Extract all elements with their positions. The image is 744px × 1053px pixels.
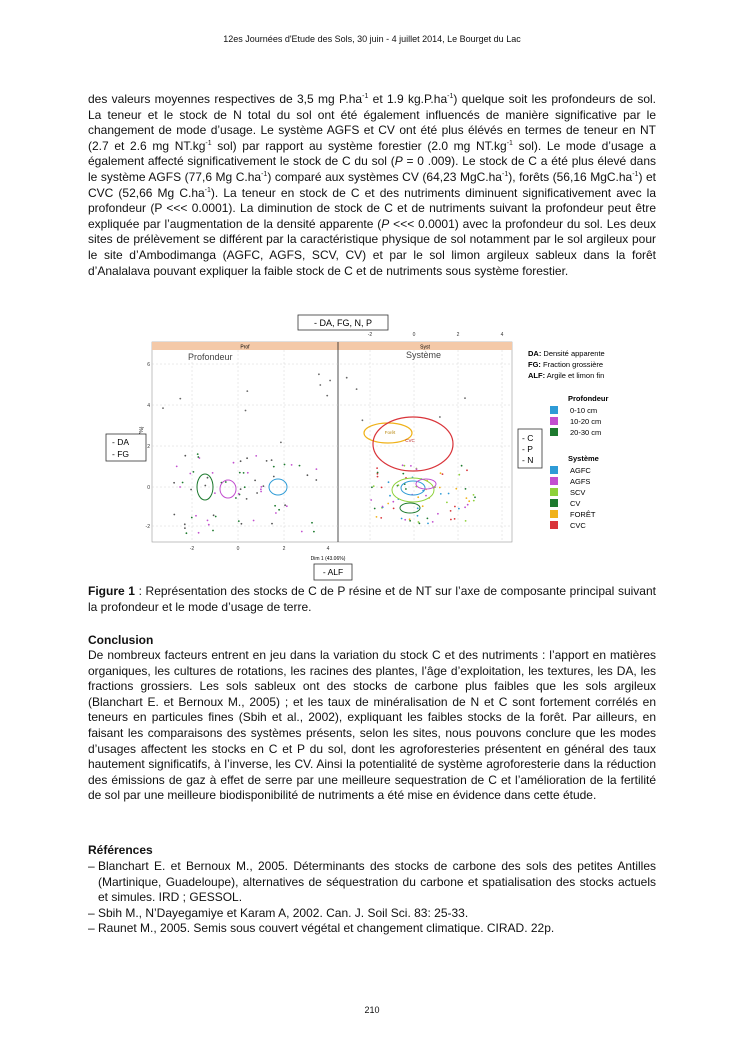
scatter-point bbox=[458, 508, 460, 510]
scatter-point bbox=[184, 523, 186, 525]
scatter-point bbox=[410, 465, 412, 467]
scatter-point bbox=[173, 482, 175, 484]
scatter-point bbox=[186, 532, 188, 534]
scatter-point bbox=[465, 488, 467, 490]
scatter-point bbox=[466, 469, 468, 471]
scatter-point bbox=[374, 508, 376, 510]
paragraph-segment: ) quelque soit les profondeurs de sol. La teneur et le stock de N total du sol ont été également influencés de manière significative par le changement de mode d’usage. Le système AGFS et CV ont été plus élévés en termes de teneur en NT (2.7 et 2.6 mg NT.kg bbox=[88, 92, 657, 153]
scatter-point bbox=[455, 488, 457, 490]
paragraph-segment: -1 bbox=[506, 139, 513, 147]
top-tick: 4 bbox=[500, 332, 504, 338]
scatter-point bbox=[416, 468, 418, 470]
scatter-point bbox=[162, 407, 164, 409]
scatter-point bbox=[173, 514, 175, 516]
scatter-point bbox=[246, 457, 248, 459]
scatter-point bbox=[392, 501, 394, 503]
scatter-point bbox=[387, 503, 389, 505]
scatter-point bbox=[244, 486, 246, 488]
scatter-point bbox=[370, 499, 372, 501]
caption-label: Figure 1 bbox=[88, 584, 135, 598]
paragraph-segment: -1 bbox=[501, 170, 509, 178]
legend-system bbox=[550, 466, 596, 530]
x-tick: 0 bbox=[236, 546, 240, 552]
scatter-point bbox=[215, 516, 217, 518]
scatter-point bbox=[245, 410, 247, 412]
scatter-point bbox=[260, 488, 262, 490]
scatter-point bbox=[195, 515, 197, 517]
label-foret: Forêt bbox=[384, 430, 396, 435]
top-tick: 2 bbox=[456, 332, 460, 338]
scatter-point bbox=[473, 494, 475, 496]
legend-label: CVC bbox=[570, 521, 586, 530]
right-annotation-n: - N bbox=[522, 455, 534, 465]
legend-label: CV bbox=[570, 499, 581, 508]
scatter-point bbox=[198, 532, 200, 534]
scatter-point bbox=[473, 500, 475, 502]
scatter-point bbox=[255, 455, 257, 457]
scatter-point bbox=[440, 472, 442, 474]
scatter-point bbox=[409, 518, 411, 520]
paragraph-segment: -1 bbox=[632, 170, 639, 178]
scatter-point bbox=[442, 473, 444, 475]
scatter-point bbox=[189, 473, 191, 475]
scatter-point bbox=[371, 486, 373, 488]
scatter-point bbox=[376, 516, 378, 518]
scatter-point bbox=[212, 530, 214, 532]
scatter-point bbox=[377, 472, 379, 474]
scatter-point bbox=[311, 522, 313, 524]
scatter-point bbox=[427, 523, 429, 525]
running-header: 12es Journées d'Etude des Sols, 30 juin - 4 juillet 2014, Le Bourget du Lac bbox=[223, 34, 521, 44]
conclusion-paragraph: De nombreux facteurs entrent en jeu dans la variation du stock C et des nutriments : l’apport en matières organiques, les cultures de rotations, les racines des plantes, l’âge d’exploitation, les textures, les DA, les fractions grossiers. Les sols sableux ont des stocks de carbone plus faibles que les sols argileux (Blanchart E. et Bernoux M., 2005) ; et les taux de minéralisation de N et C sont fortement corrélés en teneurs en particules fines (Sbih et al., 2002), expliquant les faibles stocks de la forêt. Par ailleurs, en faisant les comparaisons des systèmes présents, selon les sites, nous pouvons conclure que les modes d’usages affectent les stocks en C et P du sol, dont les agroforesteries présentent en général des taux hautement significatifs, à l’inverse, les CV. Ainsi la potentialité de système agroforesterie dans la réduction des émissions de gaz à effet de serre par une meilleure sequestration de C et l’amélioration de la fertilité de sol par une meilleure biodisponibilité de nutriments a été mise en évidence dans cette étude. bbox=[88, 648, 656, 803]
scatter-point bbox=[204, 485, 206, 487]
label-cvc: CVC bbox=[405, 438, 415, 443]
legend-depth bbox=[550, 406, 601, 437]
scatter-point bbox=[284, 464, 286, 466]
scatter-point bbox=[373, 485, 375, 487]
x-tick: -2 bbox=[189, 546, 195, 552]
scatter-point bbox=[212, 472, 214, 474]
scatter-point bbox=[179, 486, 181, 488]
paragraph-segment: -1 bbox=[205, 139, 212, 147]
legend-label: FORÊT bbox=[570, 510, 596, 519]
scatter-point bbox=[422, 505, 424, 507]
paragraph-segment: -1 bbox=[447, 93, 454, 100]
scatter-point bbox=[439, 487, 441, 489]
scatter-point bbox=[398, 484, 400, 486]
scatter-point bbox=[402, 464, 404, 466]
paragraph-segment: ), forêts (56,16 MgC.ha bbox=[508, 169, 633, 184]
paragraph-segment: sol) par rapport au système forestier (2.0 mg NT.kg bbox=[211, 138, 507, 153]
scatter-point bbox=[402, 473, 404, 475]
right-annotation-c: - C bbox=[522, 433, 534, 443]
scatter-point bbox=[474, 496, 476, 498]
scatter-point bbox=[362, 419, 364, 421]
strip-right-label: Syst bbox=[420, 344, 430, 351]
scatter-point bbox=[253, 520, 255, 522]
scatter-point bbox=[432, 521, 434, 523]
scatter-point bbox=[425, 495, 427, 497]
abbrev-fg: FG: Fraction grossière bbox=[528, 360, 604, 369]
legend-swatch bbox=[550, 428, 558, 436]
legend-swatch bbox=[550, 488, 558, 496]
scatter-point bbox=[356, 388, 358, 390]
scatter-point bbox=[190, 489, 192, 491]
figure-caption bbox=[88, 584, 656, 615]
scatter-point bbox=[207, 520, 209, 522]
legend-label: AGFC bbox=[570, 466, 591, 475]
legend-system-title: Système bbox=[568, 454, 599, 463]
legend-label: 20-30 cm bbox=[570, 428, 602, 437]
scatter-point bbox=[313, 531, 315, 533]
scatter-point bbox=[381, 487, 383, 489]
x-tick: 4 bbox=[326, 546, 330, 552]
scatter-point bbox=[240, 488, 242, 490]
scatter-point bbox=[241, 523, 243, 525]
scatter-point bbox=[437, 513, 439, 515]
scatter-point bbox=[454, 506, 456, 508]
left-annotation-fg: - FG bbox=[112, 449, 129, 459]
legend-swatch bbox=[550, 499, 558, 507]
references-list bbox=[88, 859, 656, 937]
scatter-point bbox=[214, 492, 216, 494]
scatter-point bbox=[417, 515, 419, 517]
top-annotation: - DA, FG, N, P bbox=[313, 318, 373, 328]
scatter-point bbox=[274, 505, 276, 507]
legend-label: AGFS bbox=[570, 477, 591, 486]
scatter-point bbox=[450, 510, 452, 512]
paragraph-segment: P bbox=[394, 154, 403, 169]
scatter-point bbox=[213, 514, 215, 516]
scatter-point bbox=[184, 527, 186, 529]
top-tick: -2 bbox=[367, 332, 373, 338]
scatter-point bbox=[405, 488, 407, 490]
scatter-point bbox=[389, 495, 391, 497]
scatter-point bbox=[401, 518, 403, 520]
scatter-point bbox=[284, 504, 286, 506]
scatter-point bbox=[329, 380, 331, 382]
scatter-point bbox=[240, 460, 242, 462]
scatter-point bbox=[466, 497, 468, 499]
scatter-point bbox=[235, 497, 237, 499]
scatter-point bbox=[238, 520, 240, 522]
y-tick: -2 bbox=[145, 524, 150, 530]
paragraph-segment: -1 bbox=[362, 93, 369, 100]
scatter-point bbox=[464, 506, 466, 508]
scatter-point bbox=[448, 493, 450, 495]
scatter-point bbox=[271, 523, 273, 525]
paragraph-segment: et 1.9 kg.P.ha bbox=[368, 92, 448, 106]
legend-label: 10-20 cm bbox=[570, 417, 602, 426]
legend-swatch bbox=[550, 466, 558, 474]
scatter-point bbox=[301, 531, 303, 533]
scatter-point bbox=[461, 465, 463, 467]
paragraph-segment: = 0 .009). Le stock de C a été plus élevé dans le système AGFS (77,6 Mg C.ha bbox=[88, 154, 656, 184]
scatter-point bbox=[273, 466, 275, 468]
scatter-point bbox=[376, 467, 378, 469]
x-tick: 2 bbox=[282, 546, 286, 552]
body-paragraph-1 bbox=[88, 92, 656, 279]
scatter-point bbox=[271, 459, 273, 461]
x-axis-label: Dim 1 (43.06%) bbox=[310, 556, 346, 562]
paragraph-segment: -1 bbox=[204, 186, 211, 194]
references-heading: Références bbox=[88, 843, 153, 857]
scatter-point bbox=[467, 504, 469, 506]
paragraph-segment: -1 bbox=[261, 170, 268, 178]
scatter-point bbox=[468, 500, 470, 502]
scatter-point bbox=[440, 493, 442, 495]
paragraph-segment: ) comparé aux systèmes CV (64,23 MgC.ha bbox=[267, 169, 502, 184]
scatter-point bbox=[233, 462, 235, 464]
scatter-point bbox=[446, 502, 448, 504]
scatter-point bbox=[404, 465, 406, 467]
bottom-annotation: - ALF bbox=[322, 567, 344, 577]
legend-label: SCV bbox=[570, 488, 586, 497]
reference-item: – Raunet M., 2005. Semis sous couvert végétal et changement climatique. CIRAD. 22p. bbox=[88, 921, 656, 937]
scatter-point bbox=[184, 455, 186, 457]
scatter-point bbox=[179, 398, 181, 400]
scatter-point bbox=[427, 518, 429, 520]
scatter-point bbox=[417, 507, 419, 509]
scatter-point bbox=[256, 492, 258, 494]
caption-text: : Représentation des stocks de C de P résine et de NT sur l’axe de composante principal suivant la profondeur et le mode d’usage de terre. bbox=[88, 584, 656, 614]
legend-swatch bbox=[550, 521, 558, 529]
scatter-point bbox=[182, 482, 184, 484]
scatter-point bbox=[299, 465, 301, 467]
reference-item: – Sbih M., N’Dayegamiye et Karam A, 2002. Can. J. Soil Sci. 83: 25-33. bbox=[88, 906, 656, 922]
scatter-point bbox=[261, 486, 263, 488]
scatter-point bbox=[254, 480, 256, 482]
legend-depth-title: Profondeur bbox=[568, 394, 609, 403]
paragraph-segment: ). La teneur en stock de C et des nutriments diminuent significativement avec la profondeur (P <<< 0.0001). La diminution de stock de C et de nutriments suivant la profondeur peut être expliquée par l’augmentation de la densité apparente ( bbox=[88, 185, 656, 231]
y-tick: 4 bbox=[147, 403, 150, 409]
scatter-point bbox=[380, 517, 382, 519]
scatter-point bbox=[266, 460, 268, 462]
scatter-point bbox=[315, 479, 317, 481]
legend-label: 0-10 cm bbox=[570, 406, 598, 415]
scatter-point bbox=[286, 505, 288, 507]
scatter-point bbox=[263, 485, 265, 487]
scatter-point bbox=[278, 509, 280, 511]
panel-right-title: Système bbox=[406, 350, 442, 360]
scatter-point bbox=[393, 508, 395, 510]
legend-swatch bbox=[550, 406, 558, 414]
scatter-point bbox=[193, 471, 195, 473]
scatter-point bbox=[176, 466, 178, 468]
y-tick: 0 bbox=[147, 485, 150, 491]
scatter-point bbox=[238, 493, 240, 495]
right-annotation-p: - P bbox=[522, 444, 533, 454]
strip-left-label: Prof bbox=[240, 344, 250, 351]
panel-left-title: Profondeur bbox=[188, 352, 233, 362]
scatter-point bbox=[243, 472, 245, 474]
scatter-point bbox=[260, 491, 262, 493]
scatter-point bbox=[246, 498, 248, 500]
scatter-point bbox=[208, 524, 210, 526]
scatter-point bbox=[439, 416, 441, 418]
scatter-point bbox=[458, 474, 460, 476]
conclusion-heading: Conclusion bbox=[88, 633, 154, 647]
y-tick: 6 bbox=[147, 362, 150, 368]
scatter-point bbox=[207, 477, 209, 479]
paragraph-segment: sol). Le mode d’usage a également affecté significativement le stock de C du sol ( bbox=[88, 138, 656, 169]
scatter-point bbox=[465, 520, 467, 522]
scatter-point bbox=[247, 472, 249, 474]
left-annotation-da: - DA bbox=[112, 437, 129, 447]
abbrev-alf: ALF: Argile et limon fin bbox=[528, 371, 605, 380]
scatter-point bbox=[450, 519, 452, 521]
scatter-point bbox=[318, 373, 320, 375]
scatter-point bbox=[417, 496, 419, 498]
scatter-point bbox=[197, 453, 199, 455]
scatter-point bbox=[377, 476, 379, 478]
figure-1 bbox=[88, 314, 656, 582]
scatter-point bbox=[246, 390, 248, 392]
scatter-point bbox=[225, 481, 227, 483]
scatter-point bbox=[280, 442, 282, 444]
legend-swatch bbox=[550, 510, 558, 518]
scatter-point bbox=[307, 474, 309, 476]
scatter-point bbox=[273, 476, 275, 478]
scatter-point bbox=[346, 377, 348, 379]
scatter-point bbox=[419, 523, 421, 525]
scatter-point bbox=[326, 395, 328, 397]
scatter-point bbox=[197, 456, 199, 458]
scatter-point bbox=[239, 472, 241, 474]
legend-swatch bbox=[550, 417, 558, 425]
y-tick: 2 bbox=[147, 444, 150, 450]
page-number: 210 bbox=[364, 1005, 380, 1015]
paragraph-segment: <<< 0.0001) avec la profondeur du sol. Les deux sites de prélèvement se différent par la caractéristique physique de sol notamment par le sol argileux pour le site d’Ambodimanga (AGFC, AGFS, SCV, CV) et par le sol limon argileux sableux dans la forêt d’Analalava pouvant expliquer la faible stock de C et de nutriments sous système forestier. bbox=[88, 216, 656, 278]
scatter-point bbox=[291, 464, 293, 466]
scatter-point bbox=[382, 506, 384, 508]
reference-item: – Blanchart E. et Bernoux M., 2005. Déterminants des stocks de carbone des sols des petites Antilles (Martinique, Guadeloupe), alternatives de séquestration du carbone et spatialisation des stocks actuels et simules. IRD ; GESSOL. bbox=[88, 859, 656, 906]
scatter-point bbox=[316, 468, 318, 470]
scatter-point bbox=[388, 481, 390, 483]
scatter-point bbox=[191, 517, 193, 519]
scatter-point bbox=[275, 512, 277, 514]
pca-figure bbox=[88, 314, 656, 582]
scatter-point bbox=[319, 384, 321, 386]
top-tick: 0 bbox=[412, 332, 416, 338]
paragraph-segment: ) et CVC (52,66 Mg C.ha bbox=[88, 169, 656, 200]
abbrev-da: DA: Densité apparente bbox=[528, 349, 605, 358]
paragraph-segment: des valeurs moyennes respectives de 3,5 mg P.ha bbox=[88, 92, 363, 106]
scatter-point bbox=[404, 519, 406, 521]
scatter-point bbox=[454, 518, 456, 520]
legend-swatch bbox=[550, 477, 558, 485]
paragraph-segment: P bbox=[381, 216, 390, 231]
scatter-point bbox=[464, 397, 466, 399]
